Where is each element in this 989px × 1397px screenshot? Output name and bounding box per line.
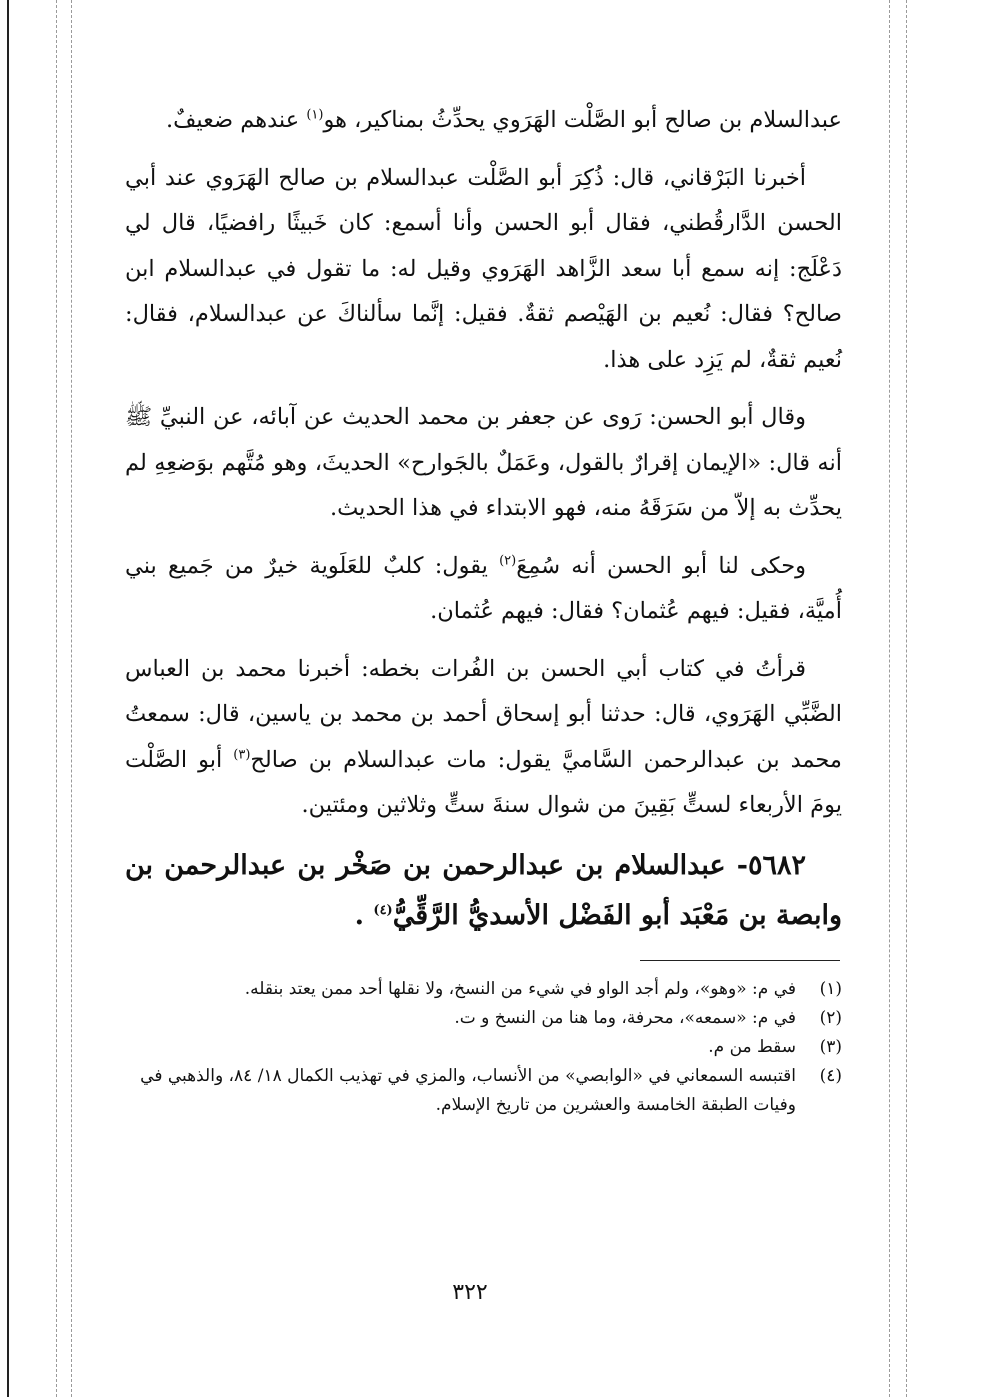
paragraph-1	[125, 98, 842, 144]
footnote-number: (١)	[819, 979, 842, 999]
footnotes	[125, 975, 842, 1120]
paragraph-2	[125, 156, 842, 384]
paragraph-5	[125, 647, 842, 829]
footnote-number: (٤)	[819, 1066, 842, 1086]
paragraph-text: عندهم ضعيفٌ.	[165, 107, 307, 133]
footnote-ref: (٣)	[233, 747, 251, 762]
scan-edge-line	[7, 0, 9, 1397]
heading-text: ٥٦٨٢- عبدالسلام بن عبدالرحمن بن صَخْر بن عبدالرحمن بن وابصة بن مَعْبَد أبو الفَضْل الأسديُّ الرَّقِّيُّ	[125, 849, 842, 931]
footnote-item	[125, 1062, 842, 1120]
paragraph-3	[125, 395, 842, 532]
footnote-text: سقط من م.	[708, 1037, 796, 1057]
footnote-ref: (٢)	[499, 553, 517, 568]
footnote-text: في م: «سمعه»، محرفة، وما هنا من النسخ و ت.	[454, 1008, 796, 1028]
heading-text: .	[354, 899, 374, 931]
entry-heading	[125, 841, 842, 941]
scan-dash-line	[71, 0, 72, 1397]
footnote-item	[125, 1004, 842, 1033]
paragraph-text: عبدالسلام بن صالح أبو الصَّلْت الهَرَوي يحدِّثُ بمناكير، هو	[323, 107, 842, 133]
footnote-item	[125, 975, 842, 1004]
footnote-number: (٢)	[819, 1008, 842, 1028]
page-number: ٣٢٢	[452, 1280, 488, 1305]
scan-dash-line	[56, 0, 57, 1397]
footnote-number: (٣)	[819, 1037, 842, 1057]
footnote-text: اقتبسه السمعاني في «الوابصي» من الأنساب، والمزي في تهذيب الكمال ١٨/ ٨٤، والذهبي في وفيات الطبقة الخامسة والعشرين من تاريخ الإسلام.	[140, 1066, 796, 1115]
footnote-item	[125, 1033, 842, 1062]
paragraph-4	[125, 544, 842, 635]
paragraph-text: وحكى لنا أبو الحسن أنه سُمِعَ	[516, 552, 806, 579]
paragraph-text: أبو الصَّلْت يومَ الأربعاء لستٍّ بَقِينَ من شوال سنةَ ستٍّ وثلاثين ومئتين.	[125, 746, 842, 818]
footnote-ref: (٤)	[373, 902, 393, 918]
paragraph-text: وقال أبو الحسن: رَوى عن جعفر بن محمد الحديث عن آبائه، عن النبيِّ ﷺ أنه قال: «الإيمان إقرارٌ بالقول، وعَمَلٌ بالجَوارح» الحديثَ، وهو مُتَّهم بوَضعِهِ لم يحدِّث به إلاّ من سَرَقَهُ منه، فهو الابتداء في هذا الحديث.	[125, 404, 842, 521]
scan-dash-line	[906, 0, 907, 1397]
footnote-separator	[640, 960, 840, 961]
main-text	[125, 98, 842, 941]
footnote-text: في م: «وهو»، ولم أجد الواو في شيء من النسخ، ولا نقلها أحد ممن يعتد بنقله.	[244, 979, 796, 999]
scan-dash-line	[889, 0, 890, 1397]
paragraph-text: أخبرنا البَرْقاني، قال: ذُكِرَ أبو الصَّلْت عبدالسلام بن صالح الهَرَوي عند أبي الحسن الدَّارقُطني، فقال أبو الحسن وأنا أسمع: كان خَبيثًا رافضيًا، قال لي دَعْلَج: إنه سمع أبا سعد الزَّاهد الهَرَوي وقيل له: ما تقول في عبدالسلام ابن صالح؟ فقال: نُعيم بن الهَيْصم ثقةٌ. فقيل: إنَّما سألناكَ عن عبدالسلام، فقال: نُعيم ثقةٌ، لم يَزِد على هذا.	[125, 164, 842, 373]
paragraph-text: يقول: كلبٌ للعَلَوية خيرٌ من جَميع بني أُميَّة، فقيل: فيهم عُثمان؟ فقال: فيهم عُثمان.	[125, 552, 842, 624]
footnote-ref: (١)	[306, 107, 324, 123]
paragraph-text: قرأتُ في كتاب أبي الحسن بن الفُرات بخطه: أخبرنا محمد بن العباس الضَّبِّي الهَرَوي، قال: حدثنا أبو إسحاق أحمد بن محمد بن ياسين، قال: سمعتُ محمد بن عبدالرحمن السَّاميَّ يقول: مات عبدالسلام بن صالح	[125, 655, 842, 773]
